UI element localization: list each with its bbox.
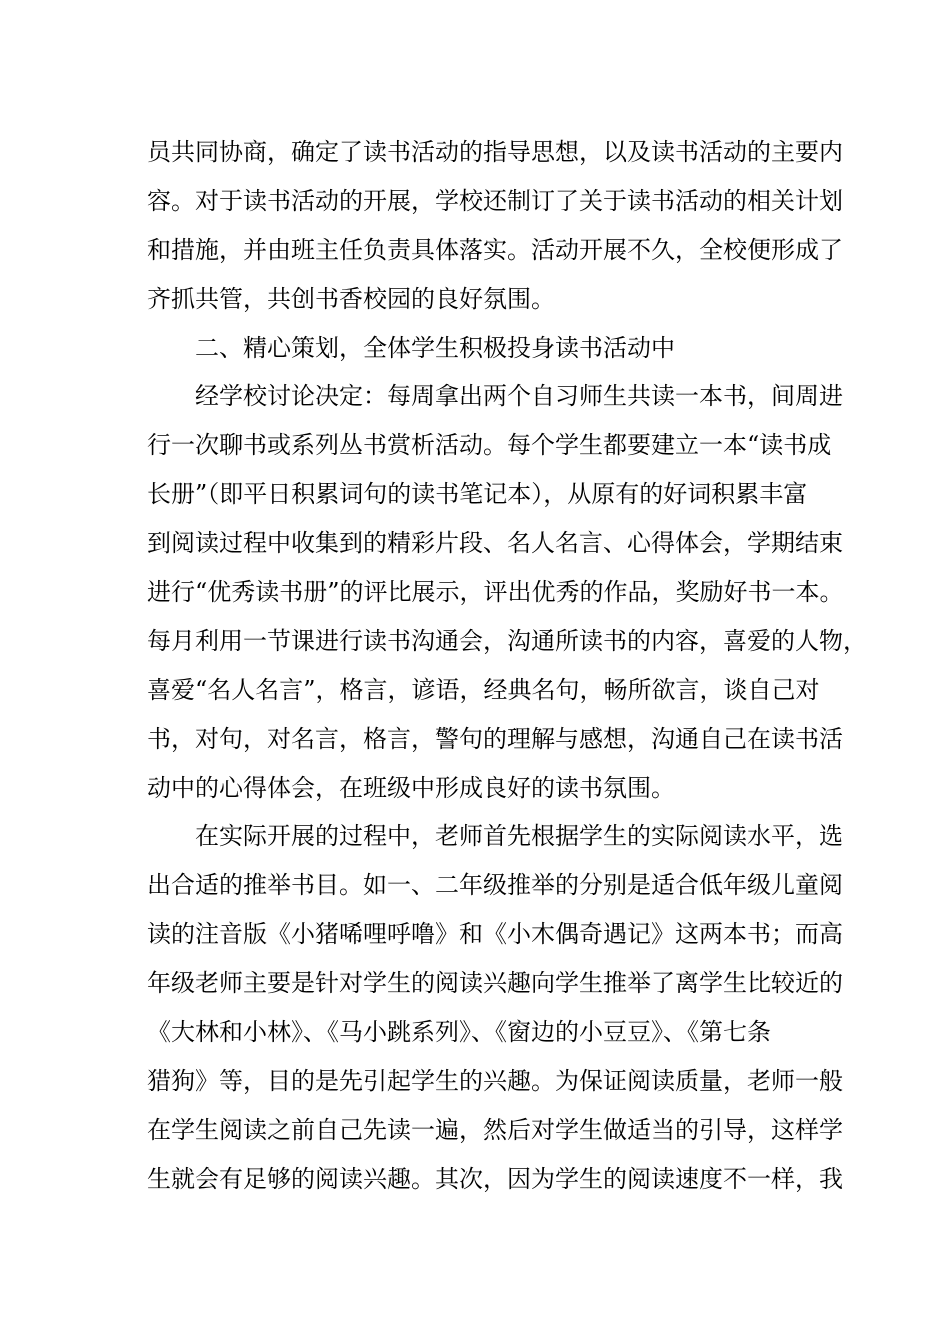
text-line: 行一次聊书或系列丛书赏析活动。每个学生都要建立一本“读书成 xyxy=(147,431,832,460)
text-line: 员共同协商，确定了读书活动的指导思想，以及读书活动的主要内 xyxy=(147,138,843,166)
text-line: 在学生阅读之前自己先读一遍，然后对学生做适当的引导，这样学 xyxy=(147,1115,843,1144)
section-heading xyxy=(147,324,817,373)
text-line: 读的注音版《小猪唏哩呼噜》和《小木偶奇遇记》这两本书；而高 xyxy=(147,920,843,949)
paragraph-continued xyxy=(147,128,843,324)
text-line: 每月利用一节课进行读书沟通会，沟通所读书的内容，喜爱的人物， xyxy=(147,626,867,655)
text-line: 齐抓共管，共创书香校园的良好氛围。 xyxy=(147,284,555,313)
document-body xyxy=(147,128,867,1204)
text-line: 长册”（即平日积累词句的读书笔记本），从原有的好词积累丰富 xyxy=(147,480,808,509)
text-line: 经学校讨论决定：每周拿出两个自习师生共读一本书，间周进 xyxy=(195,382,843,411)
text-line: 容。对于读书活动的开展，学校还制订了关于读书活动的相关计划 xyxy=(147,186,843,215)
paragraph-reading-plan xyxy=(147,372,867,812)
section-heading-text: 二、精心策划，全体学生积极投身读书活动中 xyxy=(195,333,675,362)
text-line: 动中的心得体会，在班级中形成良好的读书氛围。 xyxy=(147,773,675,802)
text-line: 出合适的推举书目。如一、二年级推举的分别是适合低年级儿童阅 xyxy=(147,871,843,900)
text-line: 年级老师主要是针对学生的阅读兴趣向学生推举了离学生比较近的 xyxy=(147,969,843,998)
text-line: 在实际开展的过程中，老师首先根据学生的实际阅读水平，选 xyxy=(195,822,843,851)
text-line: 生就会有足够的阅读兴趣。其次，因为学生的阅读速度不一样，我 xyxy=(147,1164,843,1193)
paragraph-implementation xyxy=(147,812,843,1203)
text-line: 书，对句，对名言，格言，警句的理解与感想，沟通自己在读书活 xyxy=(147,724,843,753)
text-line: 《大林和小林》、《马小跳系列》、《窗边的小豆豆》、《第七条 xyxy=(147,1018,771,1047)
text-line: 到阅读过程中收集到的精彩片段、名人名言、心得体会，学期结束 xyxy=(147,529,843,558)
text-line: 猎狗》等，目的是先引起学生的兴趣。为保证阅读质量，老师一般 xyxy=(147,1066,843,1095)
text-line: 喜爱“名人名言”，格言，谚语，经典名句，畅所欲言，谈自己对 xyxy=(147,675,820,704)
text-line: 进行“优秀读书册”的评比展示，评出优秀的作品，奖励好书一本。 xyxy=(147,578,844,607)
text-line: 和措施，并由班主任负责具体落实。活动开展不久，全校便形成了 xyxy=(147,235,843,264)
